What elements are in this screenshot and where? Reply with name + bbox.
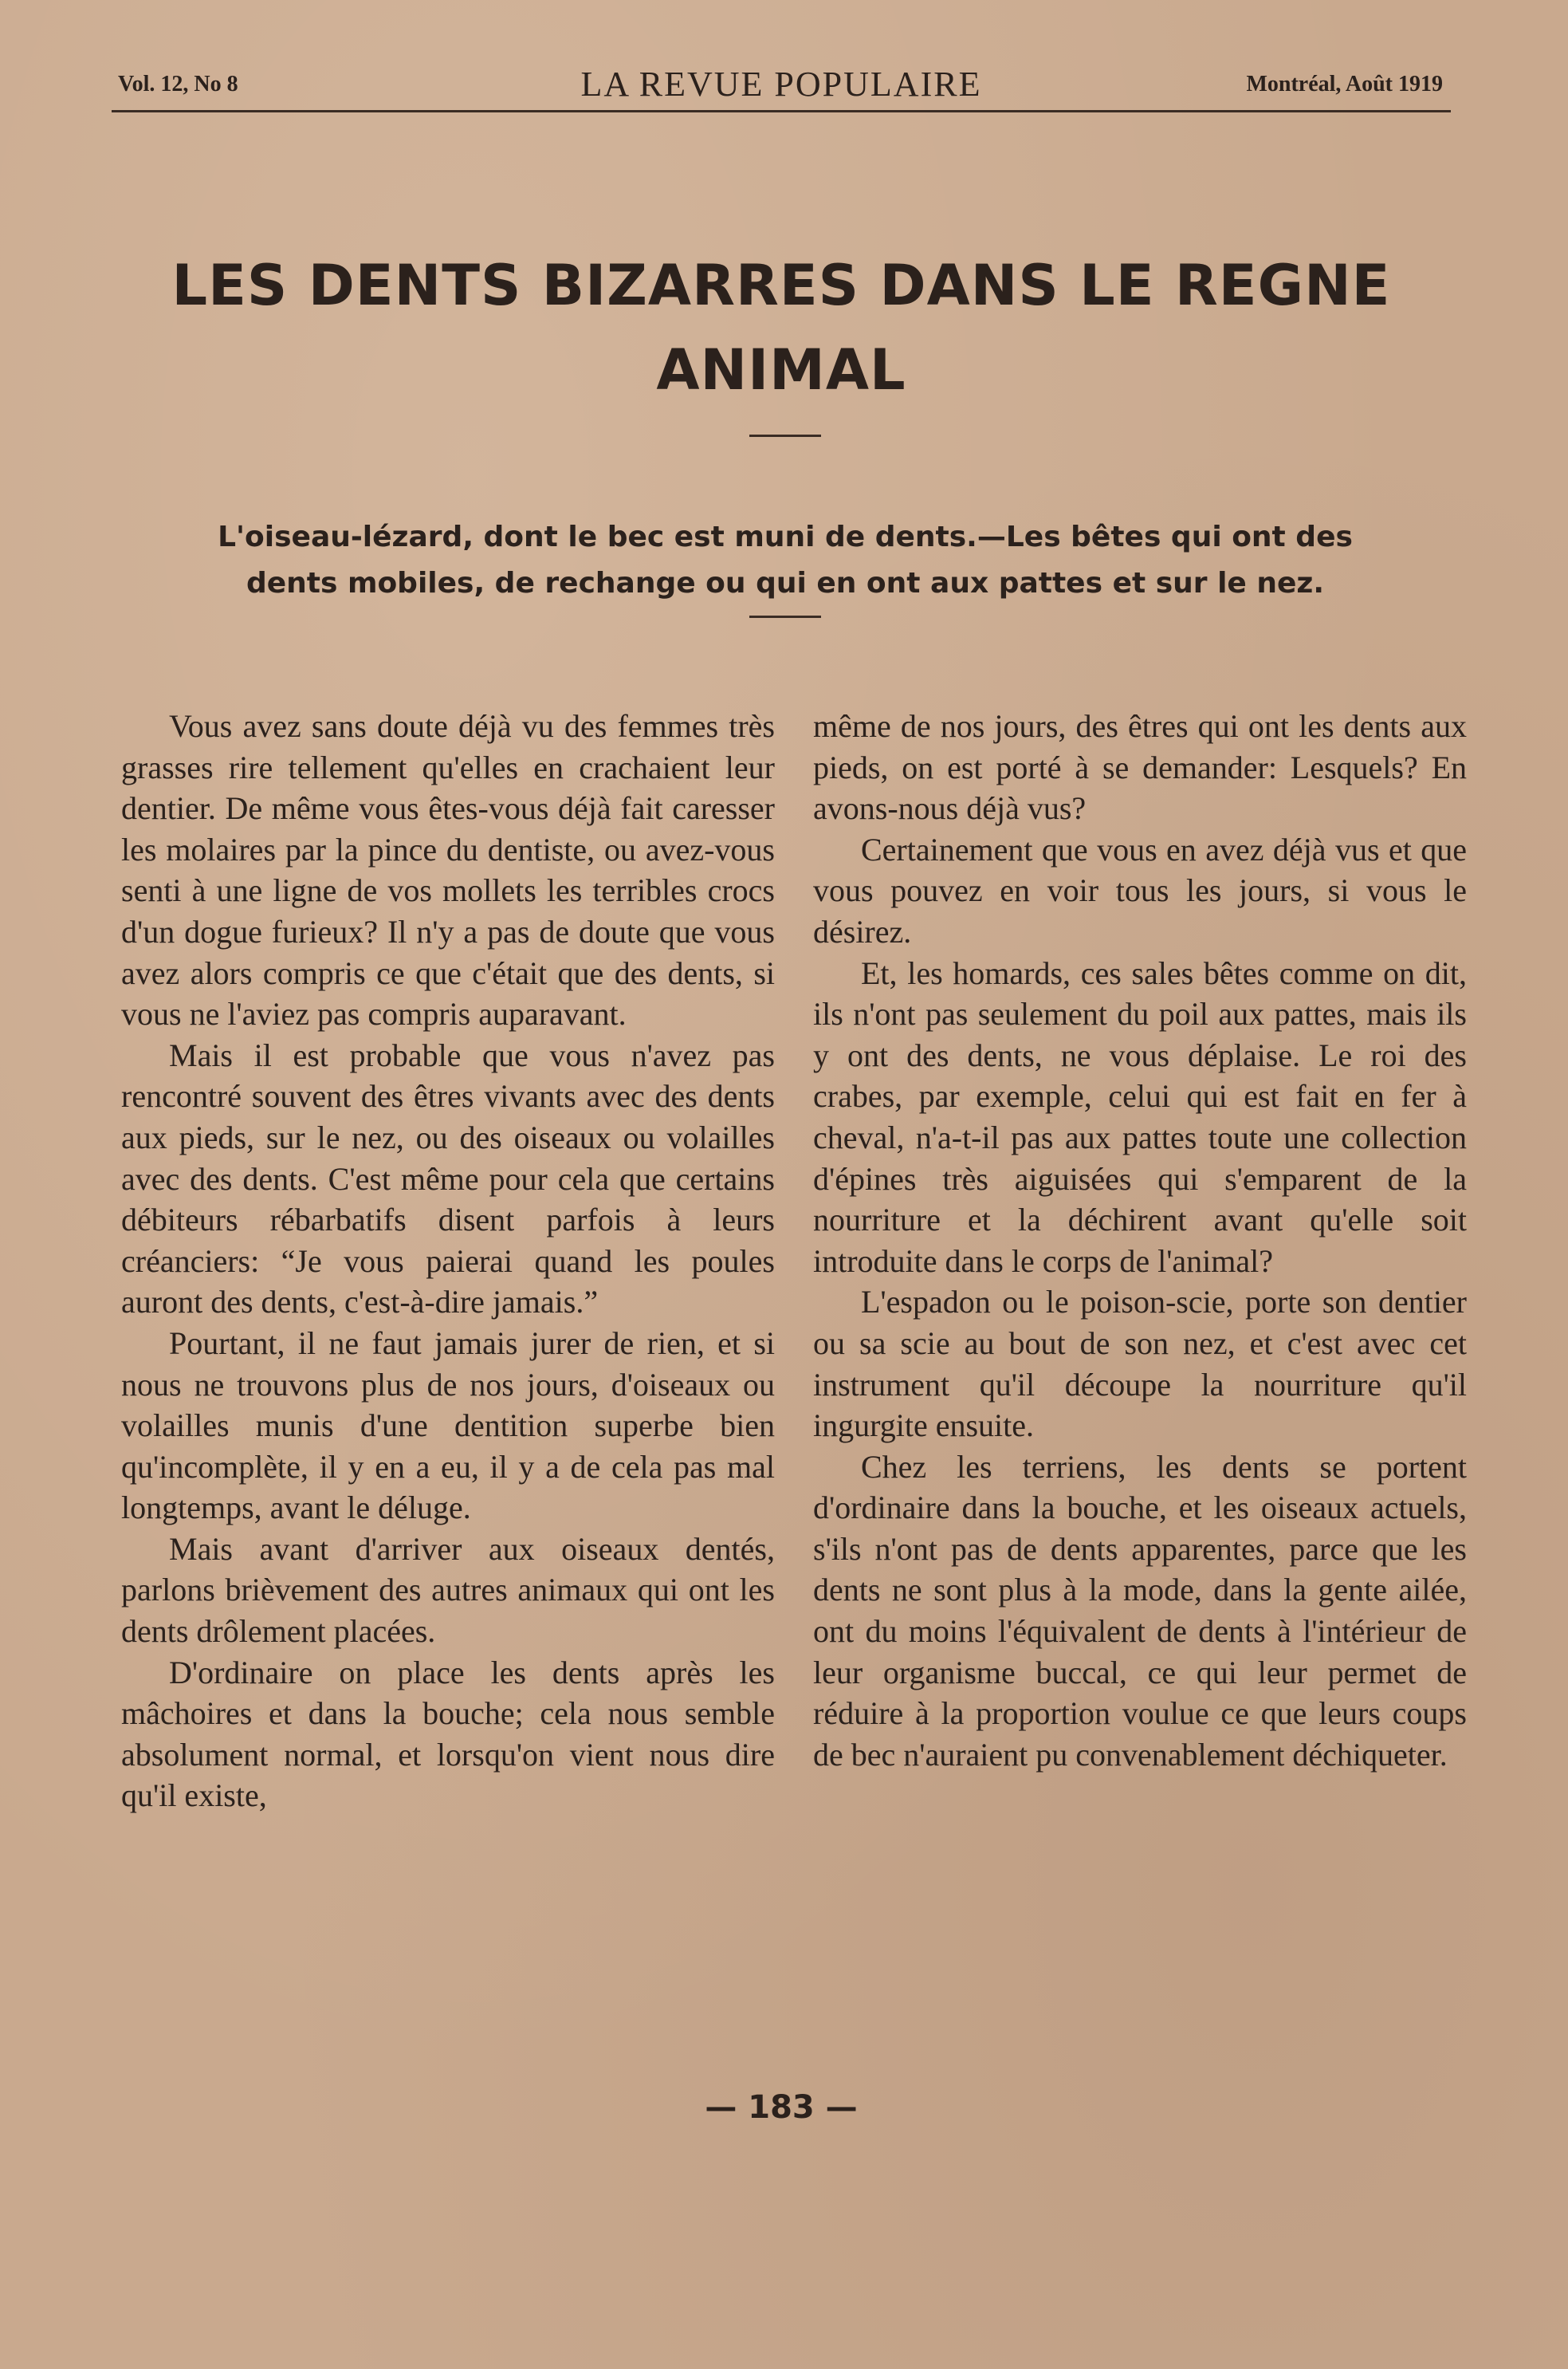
article-subtitle [128, 514, 1443, 607]
subtitle-line-1: L'oiseau-lézard, dont le bec est muni de dents.—Les bêtes qui ont des [218, 521, 1353, 553]
title-divider [749, 435, 821, 437]
paragraph: Certainement que vous en avez déjà vus et que vous pouvez en voir tous les jours, si vous le désirez. [813, 831, 1467, 950]
page-number: — 183 — [705, 2089, 858, 2126]
paragraph-continued: même de nos jours, des êtres qui ont les dents aux pieds, on est porté à se demander: Lesquels? En avons-nous déjà vus? [813, 708, 1467, 827]
left-column [121, 706, 775, 1816]
subtitle-divider [749, 616, 821, 618]
article-title [143, 243, 1419, 412]
magazine-page [112, 48, 1467, 2328]
publication-title: LA REVUE POPULAIRE [580, 65, 982, 104]
header-rule [112, 110, 1451, 112]
paragraph: Mais il est probable que vous n'avez pas rencontré souvent des êtres vivants avec des dents aux pieds, sur le nez, ou des oiseaux ou volailles avec des dents. C'est même pour cela que certains débiteurs rébarbatifs disent parfois à leurs créanciers: “Je vous paierai quand les poules auront des dents, c'est-à-dire jamais.” [121, 1037, 775, 1320]
running-head [112, 57, 1451, 113]
paragraph: Pourtant, il ne faut jamais jurer de rien, et si nous ne trouvons plus de nos jours, d'oiseaux ou volailles munis d'une dentition superbe bien qu'incomplète, il y en a eu, il y a de cela pas mal longtemps, avant le déluge. [121, 1324, 775, 1526]
title-line-2: ANIMAL [656, 337, 906, 403]
volume-issue: Vol. 12, No 8 [118, 72, 238, 96]
right-column [813, 706, 1467, 1775]
paragraph: Vous avez sans doute déjà vu des femmes très grasses rire tellement qu'elles en crachaient leur dentier. De même vous êtes-vous déjà fait caresser les molaires par la pince du dentiste, ou avez-vous senti à une ligne de vos mollets les terribles crocs d'un dogue furieux? Il n'y a pas de doute que vous avez alors compris ce que c'était que des dents, si vous ne l'aviez pas compris auparavant. [121, 708, 775, 1033]
subtitle-line-2: dents mobiles, de rechange ou qui en ont aux pattes et sur le nez. [246, 567, 1325, 600]
title-line-1: LES DENTS BIZARRES DANS LE REGNE [171, 253, 1391, 318]
place-date: Montréal, Août 1919 [1246, 72, 1443, 96]
paragraph: Mais avant d'arriver aux oiseaux dentés, parlons brièvement des autres animaux qui ont les dents drôlement placées. [121, 1530, 775, 1650]
paragraph: D'ordinaire on place les dents après les mâchoires et dans la bouche; cela nous semble absolument normal, et lorsqu'on vient nous dire qu'il existe, [121, 1654, 775, 1814]
paragraph: Et, les homards, ces sales bêtes comme on dit, ils n'ont pas seulement du poil aux pattes, mais ils y ont des dents, ne vous déplaise. Le roi des crabes, par exemple, celui qui est fait en fer à cheval, n'a-t-il pas aux pattes toute une collection d'épines très aiguisées qui s'emparent de la nourriture et la déchirent avant qu'elle soit introduite dans le corps de l'animal? [813, 954, 1467, 1279]
paragraph: Chez les terriens, les dents se portent d'ordinaire dans la bouche, et les oiseaux actuels, s'ils n'ont pas de dents apparentes, parce que les dents ne sont plus à la mode, dans la gente ailée, ont du moins l'équivalent de dents à l'intérieur de leur organisme buccal, ce qui leur permet de réduire à la proportion voulue ce que leurs coups de bec n'auraient pu convenablement déchiqueter. [813, 1448, 1467, 1773]
paragraph: L'espadon ou le poison-scie, porte son dentier ou sa scie au bout de son nez, et c'est avec cet instrument qu'il découpe la nourriture qu'il ingurgite ensuite. [813, 1284, 1467, 1444]
